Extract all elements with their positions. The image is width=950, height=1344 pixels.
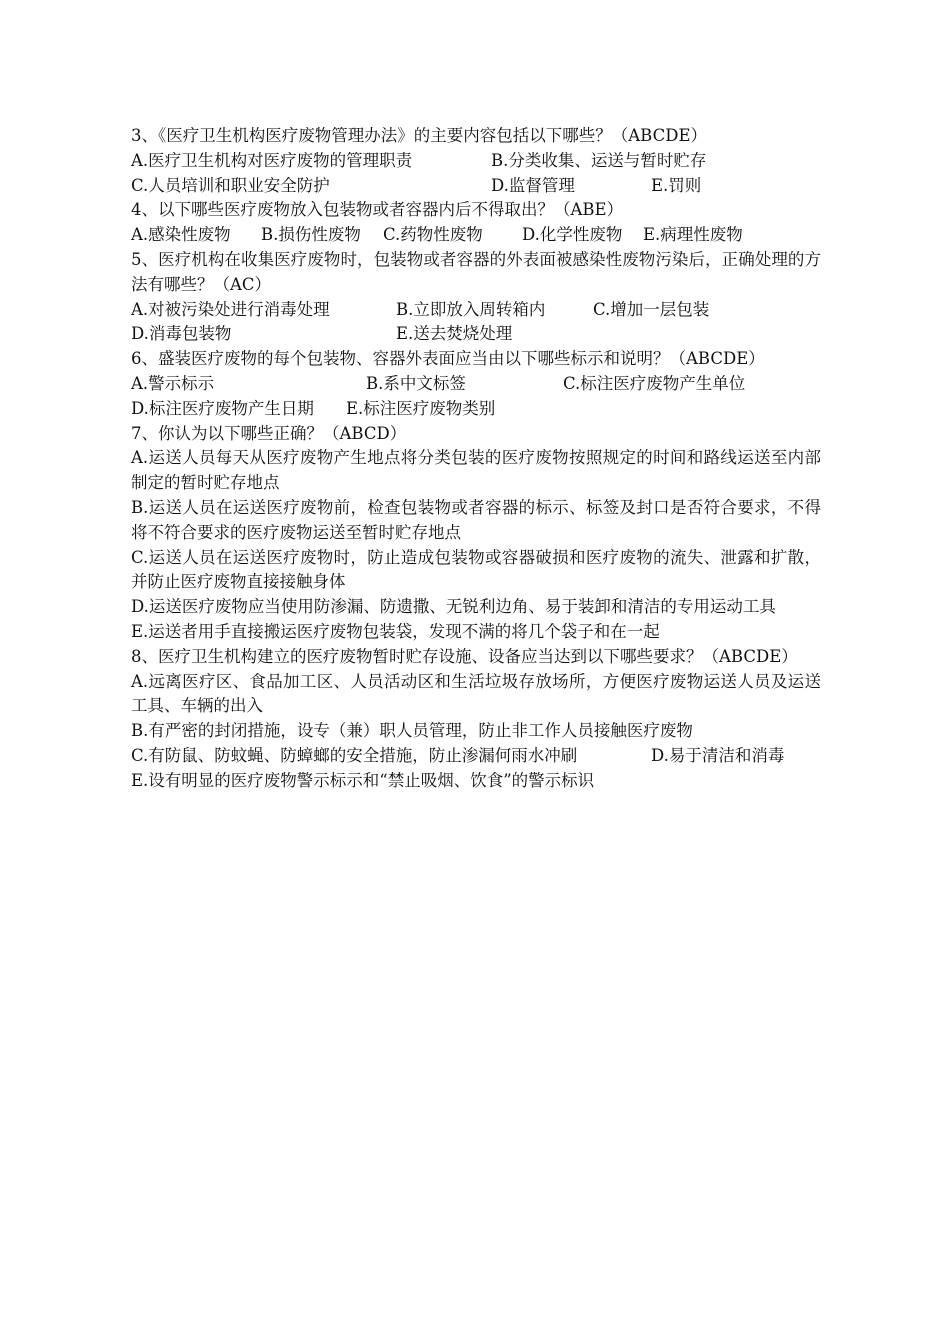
question-4-option-b: B.损伤性废物 — [261, 225, 361, 245]
question-6-stem: 6、盛装医疗废物的每个包装物、容器外表面应当由以下哪些标示和说明？（ABCDE） — [131, 349, 765, 369]
question-3-stem: 3、《医疗卫生机构医疗废物管理办法》的主要内容包括以下哪些？（ABCDE） — [131, 126, 707, 145]
question-4-options-row-1 — [131, 223, 821, 248]
document-page — [131, 124, 821, 794]
question-3-options-row-1 — [131, 149, 821, 174]
question-4-stem: 4、以下哪些医疗废物放入包装物或者容器内后不得取出？（ABE） — [131, 200, 624, 220]
question-4-option-e: E.病理性废物 — [643, 225, 743, 245]
question-4-option-d: D.化学性废物 — [522, 225, 623, 245]
question-8-stem: 8、医疗卫生机构建立的医疗废物暂时贮存设施、设备应当达到以下哪些要求？（ABCDE） — [131, 646, 798, 666]
question-7-option-b: B.运送人员在运送医疗废物前，检查包装物或者容器的标示、标签及封口是否符合要求，不得将不符合要求的医疗废物运送至暂时贮存地点 — [131, 497, 821, 542]
question-4-option-a: A.感染性废物 — [131, 225, 231, 245]
question-5-option-a: A.对被污染处进行消毒处理 — [131, 299, 330, 319]
question-3-options-row-2 — [131, 174, 821, 199]
question-8-option-d: D.易于清洁和消毒 — [651, 745, 785, 765]
question-5-option-d: D.消毒包装物 — [131, 324, 232, 344]
question-5-stem: 5、医疗机构在收集医疗废物时，包装物或者容器的外表面被感染性废物污染后，正确处理的方法有哪些？（AC） — [131, 249, 821, 294]
question-3-option-a: A.医疗卫生机构对医疗废物的管理职责 — [131, 150, 413, 170]
question-7-option-d: D.运送医疗废物应当使用防渗漏、防遗撒、无锐利边角、易于装卸和清洁的专用运动工具 — [131, 597, 776, 617]
question-3-option-b: B.分类收集、运送与暂时贮存 — [491, 150, 707, 170]
question-6-option-d: D.标注医疗废物产生日期 — [131, 398, 314, 418]
question-4-option-c: C.药物性废物 — [383, 225, 483, 245]
question-5-options-row-1 — [131, 298, 821, 323]
question-6-options-row-1 — [131, 372, 821, 397]
question-8-option-b: B.有严密的封闭措施，设专（兼）职人员管理，防止非工作人员接触医疗废物 — [131, 721, 693, 741]
question-3-option-d: D.监督管理 — [491, 175, 575, 195]
question-5-options-row-2 — [131, 322, 821, 347]
question-8-option-e: E.设有明显的医疗废物警示标示和“禁止吸烟、饮食”的警示标识 — [131, 770, 595, 790]
question-8-options-row-cd — [131, 744, 821, 769]
question-5-option-e: E.送去焚烧处理 — [396, 324, 513, 344]
question-3-option-c: C.人员培训和职业安全防护 — [131, 175, 330, 195]
question-5-option-c: C.增加一层包装 — [593, 299, 710, 319]
question-7-stem: 7、你认为以下哪些正确？（ABCD） — [131, 423, 407, 443]
question-6-option-a: A.警示标示 — [131, 373, 215, 393]
question-6-option-e: E.标注医疗废物类别 — [346, 398, 496, 418]
question-7-option-e: E.运送者用手直接搬运医疗废物包装袋，发现不满的将几个袋子和在一起 — [131, 621, 660, 641]
question-3-option-e: E.罚则 — [651, 175, 702, 195]
question-7-option-c: C.运送人员在运送医疗废物时，防止造成包装物或容器破损和医疗废物的流失、泄露和扩散，并防止医疗废物直接接触身体 — [131, 547, 821, 592]
question-8-option-a: A.远离医疗区、食品加工区、人员活动区和生活垃圾存放场所，方便医疗废物运送人员及运送工具、车辆的出入 — [131, 671, 821, 716]
question-6-option-c: C.标注医疗废物产生单位 — [563, 373, 746, 393]
question-7-option-a: A.运送人员每天从医疗废物产生地点将分类包装的医疗废物按照规定的时间和路线运送至内部制定的暂时贮存地点 — [131, 448, 821, 493]
question-8-option-c: C.有防鼠、防蚊蝇、防蟑螂的安全措施，防止渗漏何雨水冲刷 — [131, 745, 578, 765]
question-6-option-b: B.系中文标签 — [366, 373, 466, 393]
question-5-option-b: B.立即放入周转箱内 — [396, 299, 546, 319]
question-6-options-row-2 — [131, 397, 821, 422]
